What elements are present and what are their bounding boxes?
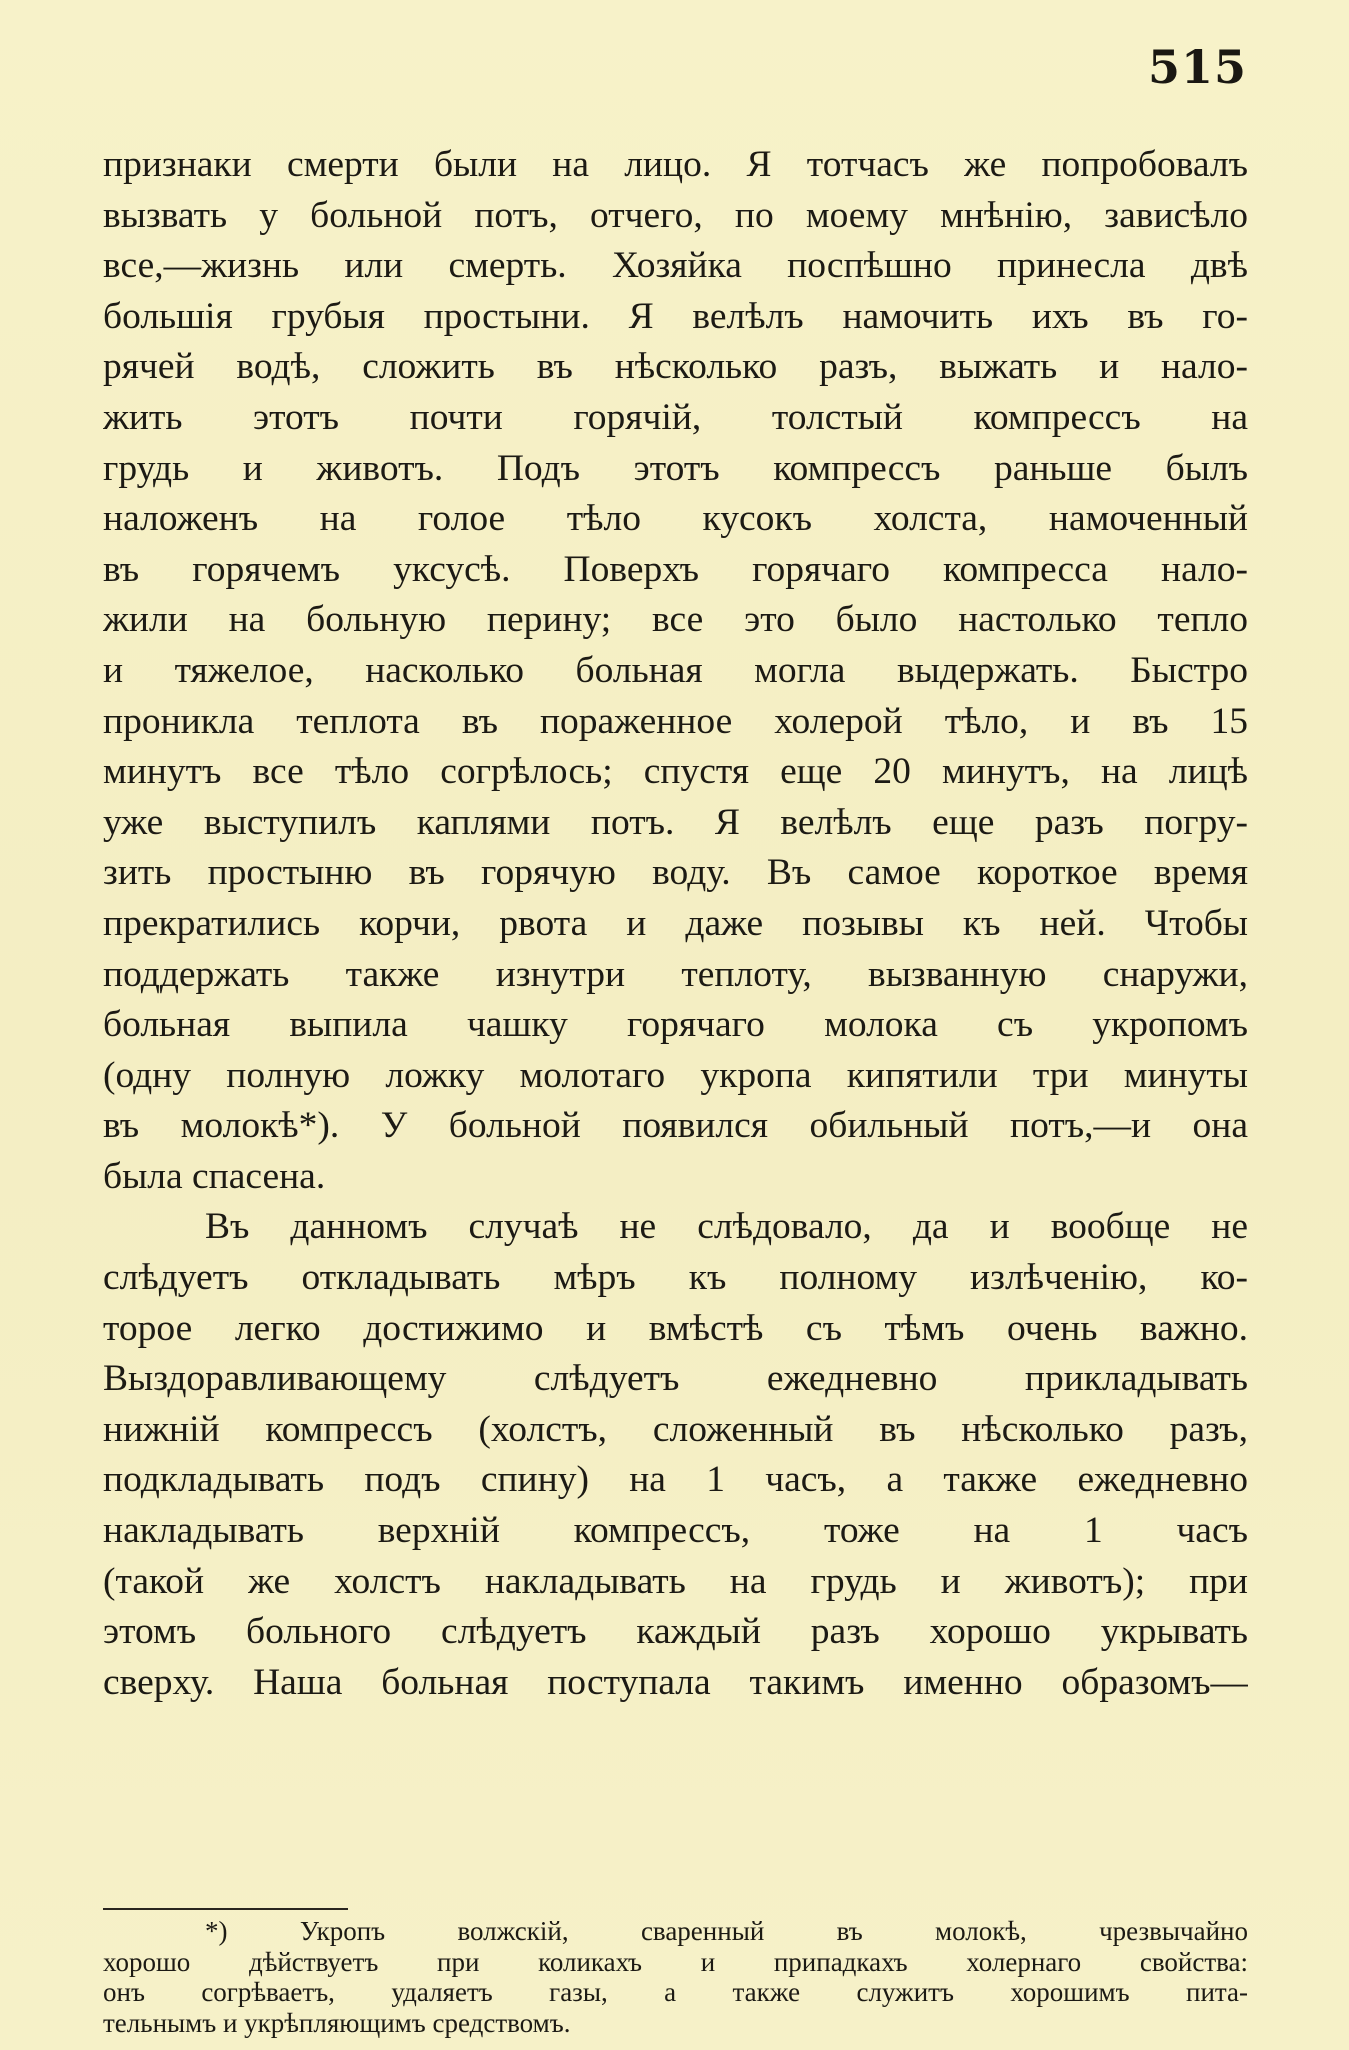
text-line: въ молокѣ*). У больной появился обильный потъ,—и она (103, 1105, 1248, 1147)
text-line: торое легко достижимо и вмѣстѣ съ тѣмъ очень важно. (103, 1307, 1248, 1349)
footnote-line: *) Укропъ волжскій, сваренный въ молокѣ, чрезвычайно (205, 1916, 1248, 1946)
text-line: рячей водѣ, сложить въ нѣсколько разъ, выжать и нало- (103, 346, 1248, 388)
text-line: Въ данномъ случаѣ не слѣдовало, да и вообще не (205, 1206, 1248, 1248)
text-line: больная выпила чашку горячаго молока съ укропомъ (103, 1004, 1248, 1046)
text-line: жили на больную перину; все это было настолько тепло (103, 599, 1248, 641)
text-line: этомъ больного слѣдуетъ каждый разъ хорошо укрывать (103, 1611, 1248, 1653)
text-line: вызвать у больной потъ, отчего, по моему мнѣнію, зависѣло (103, 194, 1248, 236)
text-line: наложенъ на голое тѣло кусокъ холста, намоченный (103, 498, 1248, 540)
text-line: (такой же холстъ накладывать на грудь и животъ); при (103, 1560, 1248, 1602)
text-line: въ горячемъ уксусѣ. Поверхъ горячаго компресса нало- (103, 548, 1248, 590)
text-line: проникла теплота въ пораженное холерой тѣло, и въ 15 (103, 700, 1248, 742)
text-line: и тяжелое, насколько больная могла выдержать. Быстро (103, 649, 1248, 691)
text-line: накладывать верхній компрессъ, тоже на 1 часъ (103, 1510, 1248, 1552)
footnote-separator (103, 1908, 348, 1910)
text-line: признаки смерти были на лицо. Я тотчасъ же попробовалъ (103, 144, 1248, 185)
footnote (103, 1916, 1248, 2038)
footnote-line: тельнымъ и укрѣпляющимъ средствомъ. (103, 2007, 571, 2038)
text-line: жить этотъ почти горячій, толстый компрессъ на (103, 396, 1248, 438)
text-line: нижній компрессъ (холстъ, сложенный въ нѣсколько разъ, (103, 1408, 1248, 1450)
footnote-line: онъ согрѣваетъ, удаляетъ газы, а также служитъ хорошимъ пита- (103, 1977, 1248, 2007)
text-line: сверху. Наша больная поступала такимъ именно образомъ— (103, 1661, 1248, 1703)
text-line: Выздоравливающему слѣдуетъ ежедневно прикладывать (103, 1358, 1248, 1400)
text-line: подкладывать подъ спину) на 1 часъ, а также ежедневно (103, 1459, 1248, 1501)
text-line: уже выступилъ каплями потъ. Я велѣлъ еще разъ погру- (103, 801, 1248, 843)
text-line: грудь и животъ. Подъ этотъ компрессъ раньше былъ (103, 447, 1248, 489)
text-line: зить простыню въ горячую воду. Въ самое короткое время (103, 852, 1248, 894)
text-line: (одну полную ложку молотаго укропа кипятили три минуты (103, 1054, 1248, 1096)
text-line: поддержать также изнутри теплоту, вызванную снаружи, (103, 953, 1248, 995)
text-line: прекратились корчи, рвота и даже позывы къ ней. Чтобы (103, 902, 1248, 944)
text-line: большія грубыя простыни. Я велѣлъ намочить ихъ въ го- (103, 295, 1248, 337)
text-line: минутъ все тѣло согрѣлось; спустя еще 20 минутъ, на лицѣ (103, 751, 1248, 793)
page-number: 515 (1147, 40, 1247, 94)
footnote-line: хорошо дѣйствуетъ при коликахъ и припадкахъ холернаго свойства: (103, 1946, 1248, 1977)
text-line: все,—жизнь или смерть. Хозяйка поспѣшно принесла двѣ (103, 245, 1248, 287)
main-text (103, 140, 1248, 1708)
text-line: слѣдуетъ откладывать мѣръ къ полному излѣченію, ко- (103, 1257, 1248, 1299)
text-line: была спасена. (103, 1155, 326, 1197)
